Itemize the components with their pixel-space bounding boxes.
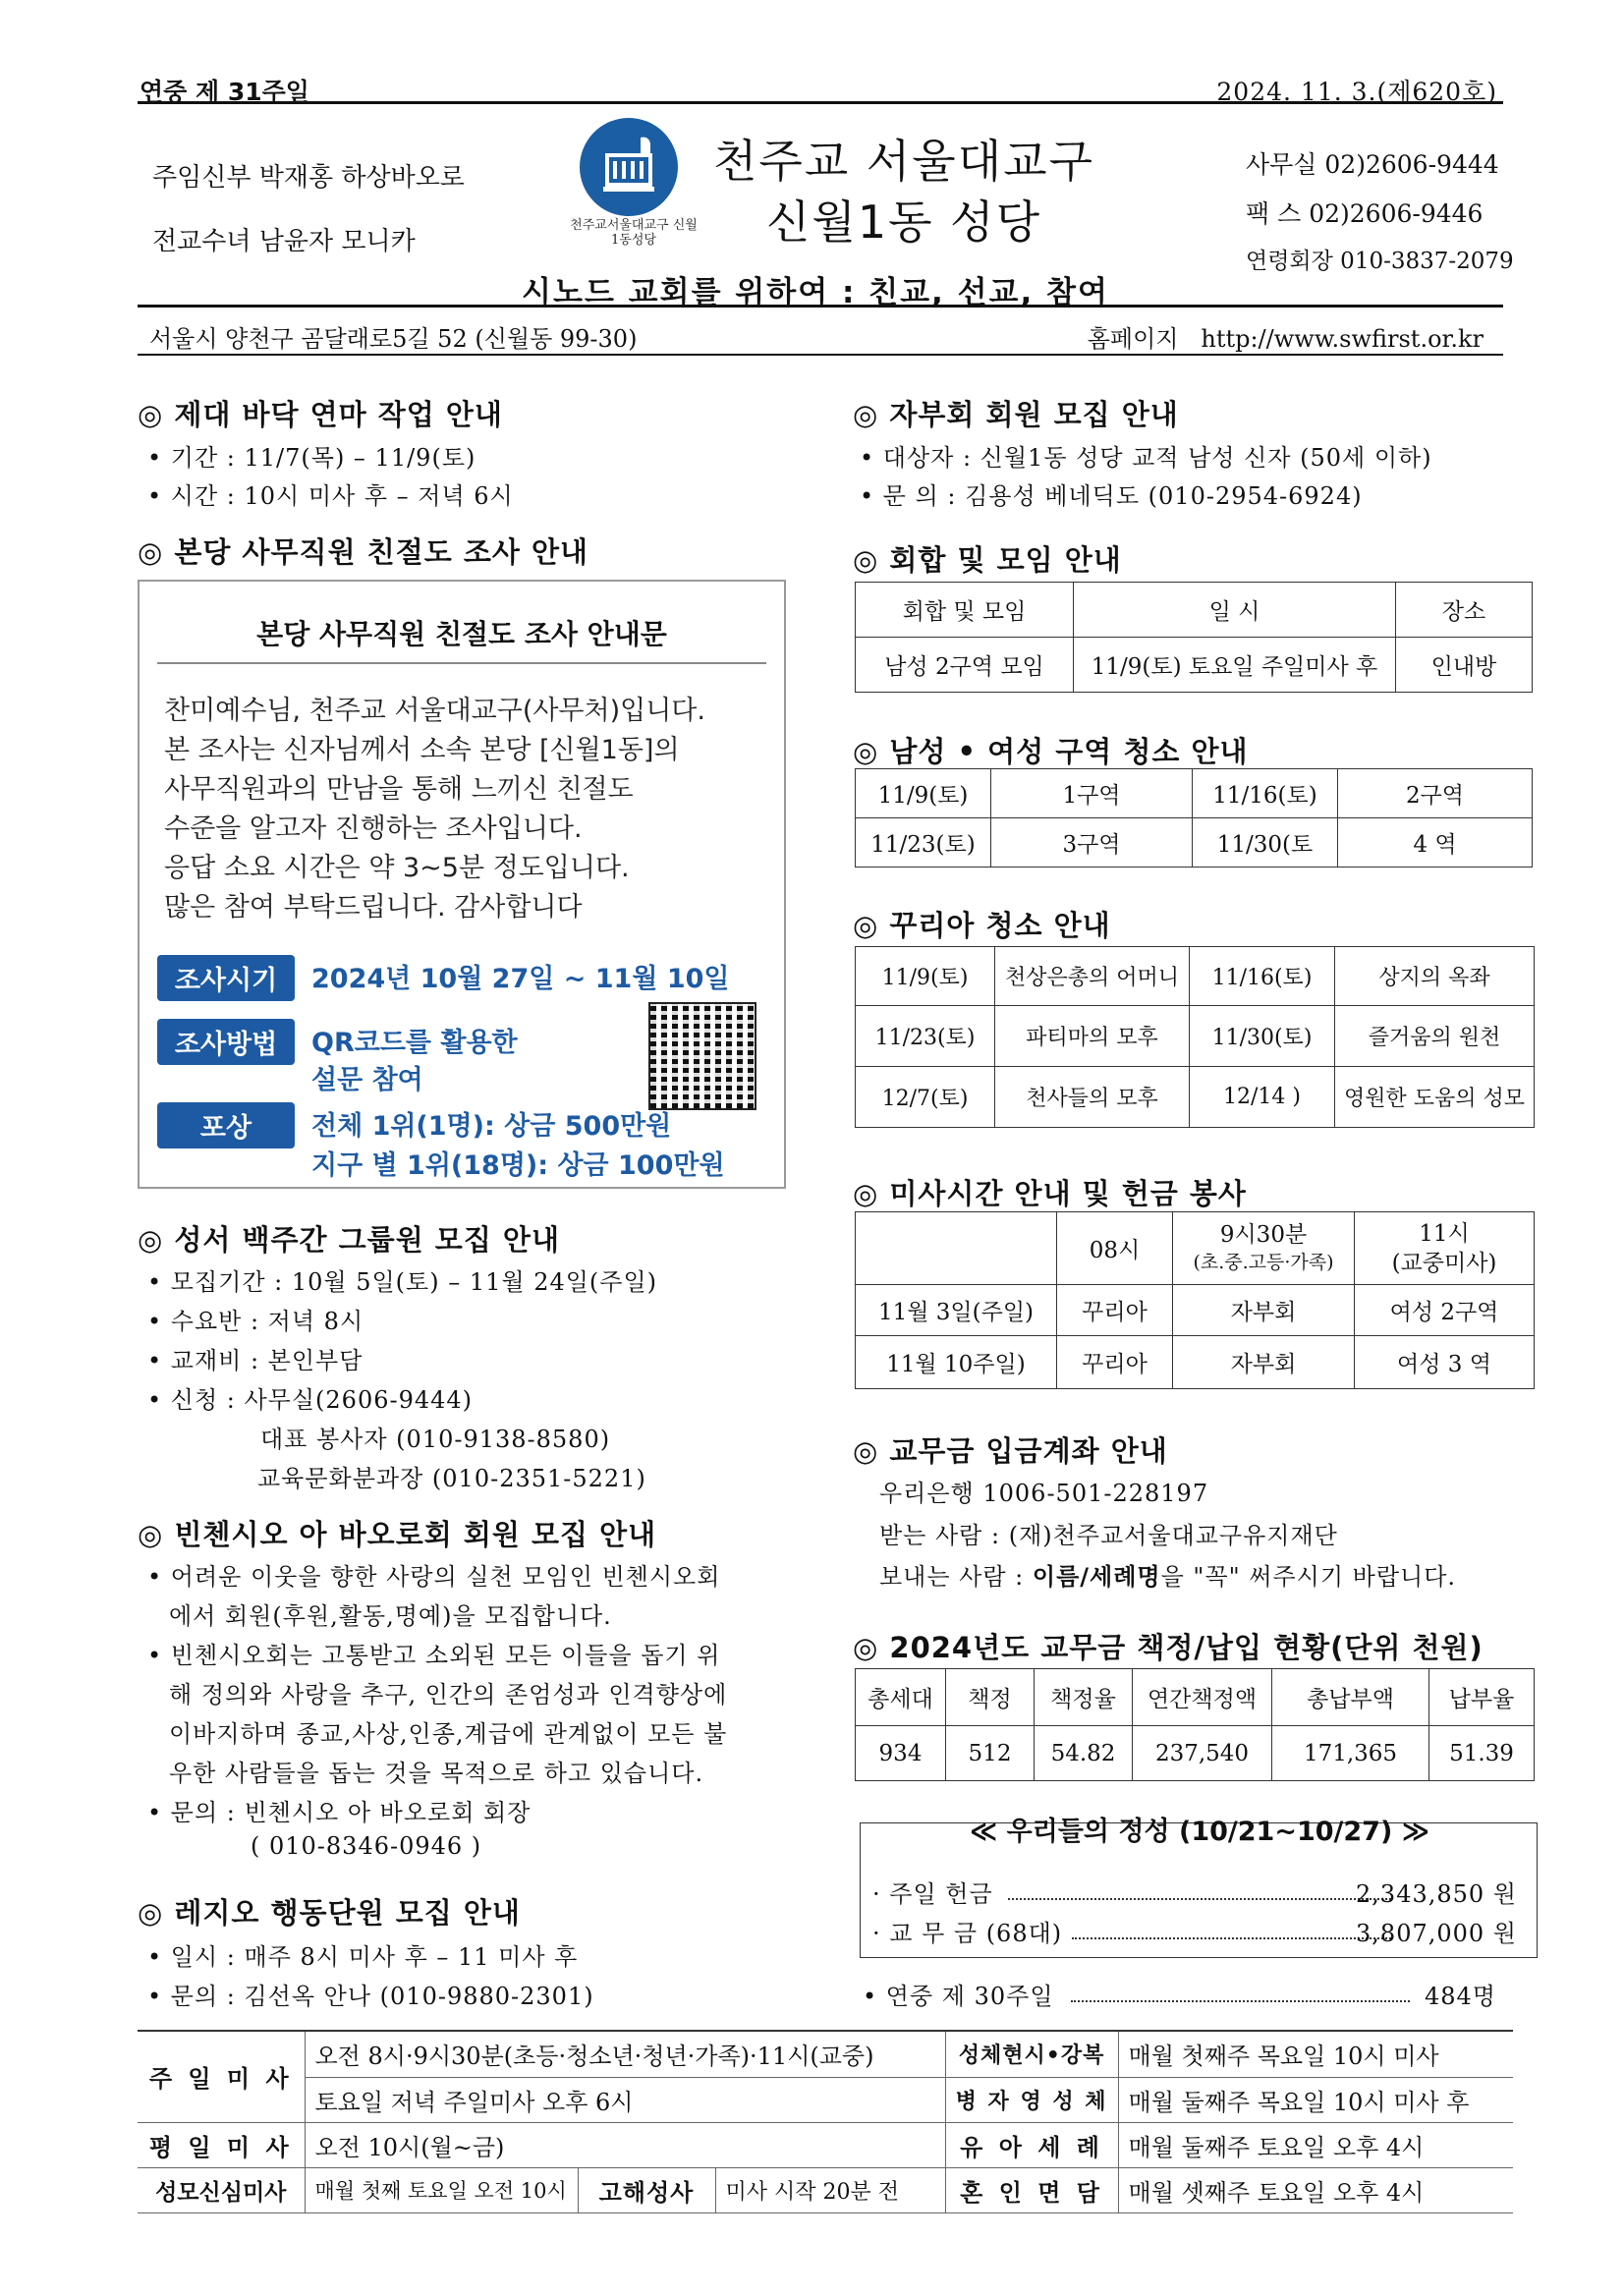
section-survey: ◎ 본당 사무직원 친절도 조사 안내 [138, 535, 588, 569]
parish-logo [580, 118, 678, 216]
table-cell: 934 [856, 1726, 946, 1781]
church-icon [580, 118, 678, 216]
table-row [856, 947, 1535, 1006]
table-cell: 꾸리아 [1057, 1336, 1173, 1389]
marian-mass-label: 성모신심미사 [138, 2167, 305, 2212]
table-cell: 11/9(토) [856, 769, 991, 818]
list-item: 에서 회원(후원,활동,명예)을 모집합니다. [169, 1602, 612, 1630]
table-header: 장소 [1396, 583, 1533, 638]
table-cell: 512 [946, 1726, 1035, 1781]
list-item: • 기간 : 11/7(목) – 11/9(토) [147, 444, 476, 472]
table-header: 일 시 [1074, 583, 1396, 638]
table-row [856, 1067, 1535, 1128]
list-item: • 빈첸시오회는 고통받고 소외된 모든 이들을 돕기 위 [147, 1642, 721, 1669]
list-item: • 어려운 이웃을 향한 사랑의 실천 모임인 빈첸시오회 [147, 1563, 721, 1591]
survey-heading: 본당 사무직원 친절도 조사 안내문 [256, 618, 667, 650]
list-item: • 시간 : 10시 미사 후 – 저녁 6시 [147, 482, 514, 510]
table-cell: 천상은총의 어머니 [995, 947, 1190, 1006]
table-cell: 11/30(토 [1193, 818, 1338, 868]
address-bar [138, 305, 1503, 356]
table-row [856, 583, 1533, 638]
dues-table [855, 1668, 1535, 1781]
qr-code-icon[interactable] [648, 1002, 756, 1110]
infant-baptism-time: 매월 둘째주 토요일 오후 4시 [1118, 2122, 1513, 2167]
marian-mass-time: 매월 첫째 토요일 오전 10시 [305, 2167, 578, 2212]
wedding-interview-time: 매월 셋째주 토요일 오후 4시 [1118, 2167, 1513, 2212]
meetings-table [855, 582, 1533, 693]
table-cell: 영원한 도움의 성모 [1335, 1067, 1535, 1128]
table-cell: 꾸리아 [1057, 1285, 1173, 1336]
table-cell: 237,540 [1133, 1726, 1272, 1781]
section-legio: ◎ 레지오 행동단원 모집 안내 [138, 1896, 521, 1930]
table-cell: 11월 3일(주일) [856, 1285, 1057, 1336]
survey-line: 응답 소요 시간은 약 3~5분 정도입니다. [164, 853, 630, 883]
table-cell: 11/23(토) [856, 818, 991, 868]
mass-offering-table [855, 1211, 1535, 1389]
offering-title: ≪ 우리들의 정성 (10/21~10/27) ≫ [970, 1817, 1429, 1847]
table-row [138, 2032, 1513, 2077]
address: 서울시 양천구 곰달래로5길 52 (신월동 99-30) [149, 325, 638, 353]
diocese-title: 천주교 서울대교구 [712, 135, 1095, 188]
sender-tail: 을 "꼭" 써주시기 바랍니다. [1160, 1563, 1457, 1591]
table-row [856, 1285, 1535, 1336]
survey-line: 본 조사는 신자님께서 소속 본당 [신월1동]의 [164, 735, 680, 765]
pastor-name: 주임신부 박재홍 하상바오로 [152, 163, 465, 193]
sunday-offering-label: · 주일 헌금 [872, 1880, 993, 1908]
sunday-offering-value: 2,343,850 원 [1356, 1880, 1517, 1908]
dotted-leader [1071, 1977, 1410, 2002]
sunday-mass-1: 오전 8시·9시30분(초등·청소년·청년·가족)·11시(교중) [305, 2032, 945, 2077]
list-item: • 문 의 : 김용성 베네딕도 (010-2954-6924) [860, 482, 1363, 510]
table-row [138, 2122, 1513, 2167]
list-item: 대표 봉사자 (010-9138-8580) [260, 1426, 611, 1453]
table-cell: 자부회 [1173, 1336, 1355, 1389]
table-header: 납부율 [1429, 1669, 1535, 1726]
section-curia-cleaning: ◎ 꾸리아 청소 안내 [853, 909, 1111, 942]
infant-baptism-label: 유 아 세 례 [945, 2122, 1118, 2167]
sister-name: 전교수녀 남윤자 모니카 [152, 227, 416, 256]
table-cell: 2구역 [1338, 769, 1533, 818]
survey-line: 찬미예수님, 천주교 서울대교구(사무처)입니다. [164, 696, 705, 726]
header-line: 9시30분 [1219, 1221, 1308, 1248]
table-row [138, 2167, 1513, 2212]
homepage-row [1088, 319, 1484, 354]
survey-reward-tag: 포상 [157, 1102, 295, 1148]
sender-note [879, 1557, 1456, 1592]
list-item: ( 010-8346-0946 ) [251, 1832, 482, 1860]
survey-reward-1: 전체 1위(1명): 상금 500만원 [311, 1111, 672, 1142]
table-cell: 11월 10주일) [856, 1336, 1057, 1389]
table-header: 회합 및 모임 [856, 583, 1074, 638]
survey-line: 많은 참여 부탁드립니다. 감사합니다 [164, 892, 583, 923]
table-cell: 11/9(토) [856, 947, 995, 1006]
bank-account: 우리은행 1006-501-228197 [879, 1480, 1209, 1507]
table-row [856, 1336, 1535, 1389]
wedding-interview-label: 혼 인 면 담 [945, 2167, 1118, 2212]
table-row [856, 1669, 1535, 1726]
section-mass-offering: ◎ 미사시간 안내 및 헌금 봉사 [853, 1177, 1247, 1210]
table-header [1355, 1212, 1535, 1285]
table-cell: 남성 2구역 모임 [856, 638, 1074, 693]
section-account: ◎ 교무금 입금계좌 안내 [853, 1434, 1168, 1468]
sender-label: 보내는 사람 : [879, 1563, 1033, 1591]
confession-time: 미사 시작 20분 전 [715, 2167, 945, 2212]
table-row [856, 1006, 1535, 1067]
table-header: 책정 [946, 1669, 1035, 1726]
header-line: 11시 [1419, 1220, 1470, 1247]
schedule-table [138, 2032, 1513, 2213]
table-cell: 54.82 [1035, 1726, 1133, 1781]
list-item: 해 정의와 사랑을 추구, 인간의 존엄성과 인격향상에 [169, 1681, 728, 1708]
homepage-label: 홈페이지 [1087, 325, 1179, 353]
survey-period: 2024년 10월 27일 ~ 11월 10일 [311, 964, 730, 994]
table-row [856, 1212, 1535, 1285]
recipient: 받는 사람 : (재)천주교서울대교구유지재단 [879, 1522, 1338, 1549]
survey-reward-2: 지구 별 1위(18명): 상금 100만원 [311, 1150, 725, 1181]
table-header: 책정율 [1035, 1669, 1133, 1726]
survey-method-2: 설문 참여 [311, 1065, 423, 1095]
dotted-leader [1072, 1914, 1391, 1939]
sender-emphasis: 이름/세례명 [1032, 1563, 1161, 1591]
table-cell: 11/16(토) [1193, 769, 1338, 818]
table-header [1173, 1212, 1355, 1285]
list-item: • 수요반 : 저녁 8시 [147, 1308, 364, 1335]
table-cell: 11/23(토) [856, 1006, 995, 1067]
section-bible-group: ◎ 성서 백주간 그룹원 모집 안내 [138, 1223, 560, 1257]
table-cell: 파티마의 모후 [995, 1006, 1190, 1067]
table-cell: 4 역 [1338, 818, 1533, 868]
motto: 시노드 교회를 위하여 : 친교, 선교, 참여 [522, 275, 1109, 310]
divider [157, 662, 766, 664]
list-item: • 모집기간 : 10월 5일(토) – 11월 24일(주일) [147, 1268, 658, 1296]
list-item: 교육문화분과장 (010-2351-5221) [257, 1465, 646, 1492]
survey-line: 사무직원과의 만남을 통해 느끼신 친절도 [164, 774, 634, 805]
table-cell: 12/14 ) [1190, 1067, 1335, 1128]
section-jabuhoe: ◎ 자부회 회원 모집 안내 [853, 398, 1179, 431]
sunday-mass-label: 주 일 미 사 [138, 2032, 305, 2122]
office-phone: 사무실 02)2606-9444 [1246, 150, 1499, 179]
weekday-mass-label: 평 일 미 사 [138, 2122, 305, 2167]
liturgical-week: 연중 제 31주일 [140, 78, 309, 106]
dotted-leader [1008, 1875, 1391, 1900]
table-cell: 171,365 [1272, 1726, 1429, 1781]
table-header: 연간책정액 [1133, 1669, 1272, 1726]
survey-method-tag: 조사방법 [157, 1019, 295, 1065]
section-area-cleaning: ◎ 남성 • 여성 구역 청소 안내 [853, 735, 1249, 768]
table-cell: 11/16(토) [1190, 947, 1335, 1006]
table-cell: 1구역 [991, 769, 1193, 818]
sick-communion-label: 병 자 영 성 체 [945, 2077, 1118, 2122]
table-header: 총세대 [856, 1669, 946, 1726]
table-header: 08시 [1057, 1212, 1173, 1285]
list-item: • 교재비 : 본인부담 [147, 1347, 364, 1374]
table-cell: 12/7(토) [856, 1067, 995, 1128]
schedule-section [138, 2030, 1513, 2213]
survey-method-1: QR코드를 활용한 [311, 1028, 518, 1058]
table-cell: 즐거움의 원천 [1335, 1006, 1535, 1067]
table-cell: 11/9(토) 토요일 주일미사 후 [1074, 638, 1396, 693]
issue-date: 2024. 11. 3.(제620호) [1216, 78, 1497, 106]
survey-period-tag: 조사시기 [157, 955, 295, 1001]
list-item: • 대상자 : 신월1동 성당 교적 남성 신자 (50세 이하) [860, 444, 1432, 472]
section-dues-status: ◎ 2024년도 교무금 책정/납입 현황(단위 천원) [853, 1631, 1484, 1664]
list-item: • 일시 : 매주 8시 미사 후 – 11 미사 후 [147, 1943, 579, 1971]
table-cell: 3구역 [991, 818, 1193, 868]
offering-box [860, 1817, 1538, 1958]
table-row [856, 638, 1533, 693]
table-cell: 상지의 옥좌 [1335, 947, 1535, 1006]
logo-caption: 천주교서울대교구 신월1동성당 [570, 218, 698, 248]
table-cell: 인내방 [1396, 638, 1533, 693]
table-row [856, 769, 1533, 818]
table-cell: 여성 2구역 [1355, 1285, 1535, 1336]
table-cell: 여성 3 역 [1355, 1336, 1535, 1389]
confession-label: 고해성사 [578, 2167, 715, 2212]
table-row [138, 2077, 1513, 2122]
list-item: • 문의 : 빈첸시오 아 바오로회 회장 [147, 1799, 532, 1826]
dues-value: 3,807,000 원 [1356, 1920, 1517, 1947]
table-header [856, 1212, 1057, 1285]
survey-body [164, 692, 705, 927]
list-item: • 문의 : 김선옥 안나 (010-9880-2301) [147, 1983, 594, 2010]
table-cell: 51.39 [1429, 1726, 1535, 1781]
section-meetings: ◎ 회합 및 모임 안내 [853, 543, 1122, 577]
dues-label: · 교 무 금 (68대) [872, 1920, 1063, 1947]
table-row [856, 1726, 1535, 1781]
area-cleaning-table [855, 768, 1533, 868]
attendance-value: 484명 [1425, 1983, 1496, 2010]
list-item: 우한 사람들을 돕는 것을 목적으로 하고 있습니다. [169, 1760, 704, 1787]
council-phone: 연령회장 010-3837-2079 [1246, 249, 1514, 274]
table-row [856, 818, 1533, 868]
fax-number: 팩 스 02)2606-9446 [1246, 199, 1484, 228]
parish-title: 신월1동 성당 [765, 196, 1042, 249]
adoration-label: 성체현시•강복 [945, 2032, 1118, 2077]
survey-line: 수준을 알고자 진행하는 조사입니다. [164, 813, 583, 844]
sick-communion-time: 매월 둘째주 목요일 10시 미사 후 [1118, 2077, 1513, 2122]
section-vincent: ◎ 빈첸시오 아 바오로회 회원 모집 안내 [138, 1518, 657, 1551]
curia-cleaning-table [855, 946, 1535, 1128]
section-floor-work: ◎ 제대 바닥 연마 작업 안내 [138, 398, 503, 431]
table-header: 총납부액 [1272, 1669, 1429, 1726]
list-item: • 신청 : 사무실(2606-9444) [147, 1386, 474, 1414]
list-item: 이바지하며 종교,사상,인종,계급에 관계없이 모든 불 [169, 1720, 728, 1748]
adoration-time: 매월 첫째주 목요일 10시 미사 [1118, 2032, 1513, 2077]
header-line: (초.중.고등·가족) [1193, 1251, 1334, 1273]
sunday-mass-2: 토요일 저녁 주일미사 오후 6시 [305, 2077, 945, 2122]
weekday-mass-time: 오전 10시(월~금) [305, 2122, 945, 2167]
homepage-link[interactable]: http://www.swfirst.or.kr [1201, 325, 1484, 353]
attendance-label: • 연중 제 30주일 [863, 1983, 1054, 2010]
table-cell: 자부회 [1173, 1285, 1355, 1336]
table-cell: 천사들의 모후 [995, 1067, 1190, 1128]
table-cell: 11/30(토) [1190, 1006, 1335, 1067]
header-line: (교중미사) [1391, 1250, 1497, 1276]
top-bar [138, 73, 1503, 104]
